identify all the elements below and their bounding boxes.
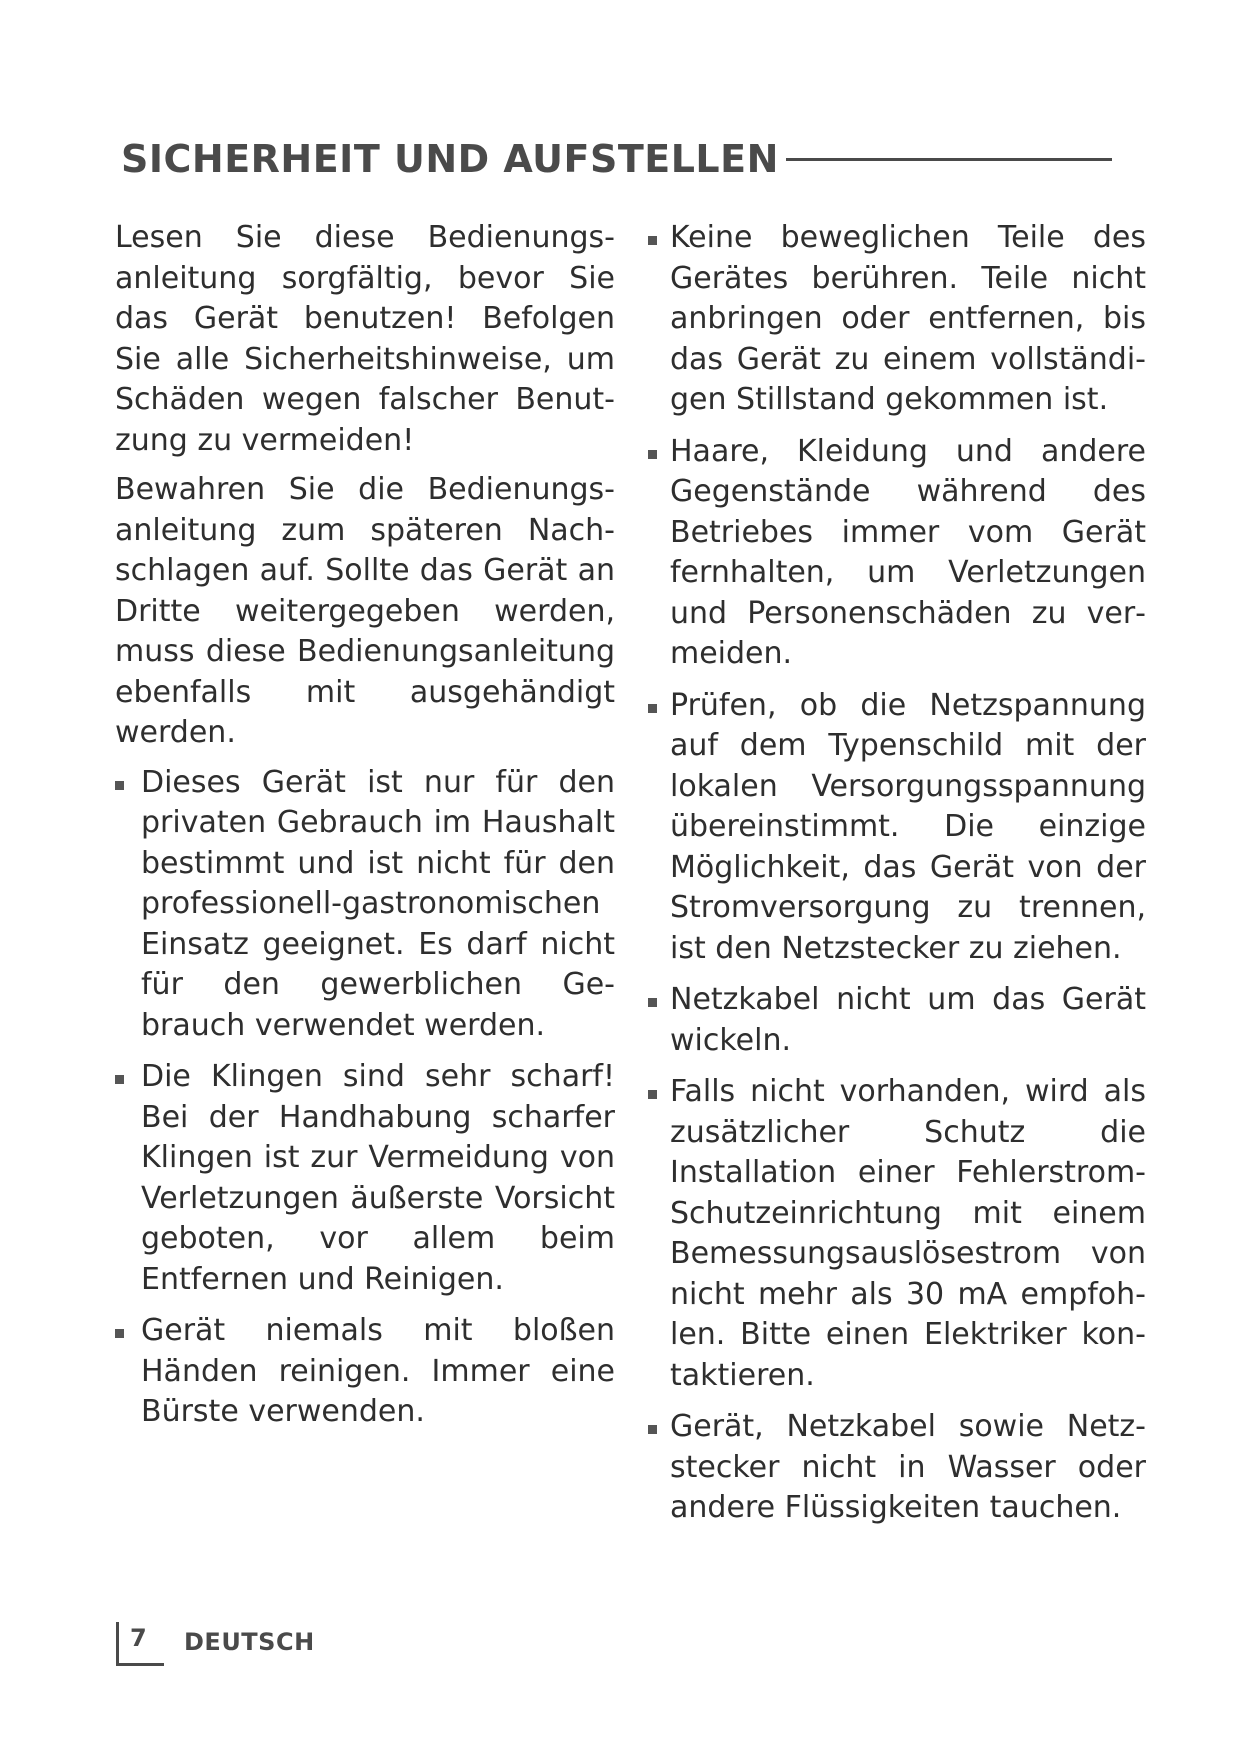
footer-language: DEUTSCH	[184, 1628, 315, 1656]
square-bullet-icon	[115, 781, 124, 790]
square-bullet-icon	[648, 1425, 657, 1434]
list-item-text: Gerät, Netzkabel sowie Netzstecker nicht in Wasser oder andere Flüssigkeiten tauchen.	[670, 1409, 1146, 1525]
list-item	[648, 432, 1146, 675]
list-item-text: Dieses Gerät ist nur für den privaten Gebrauch im Haushalt bestimmt und ist nicht für den professionell-gastronomischen Einsatz geeignet. Es darf nicht für den gewerblichen Gebrauch verwendet werden.	[141, 764, 615, 1043]
list-item	[115, 1311, 615, 1433]
list-item-text: Netzkabel nicht um das Gerät wickeln.	[670, 982, 1146, 1058]
page-number-box	[116, 1622, 164, 1666]
list-item	[648, 686, 1146, 970]
list-item-text: Prüfen, ob die Netzspannung auf dem Typenschild mit der lokalen Versorgungsspannung übereinstimmt. Die einzige Möglichkeit, das Gerät von der Stromversorgung zu trennen, ist den Netzstecker zu ziehen.	[670, 687, 1146, 966]
page-footer	[116, 1620, 315, 1666]
list-item	[648, 980, 1146, 1061]
page-title: SICHERHEIT UND AUFSTELLEN	[121, 137, 779, 182]
list-item	[648, 1407, 1146, 1529]
square-bullet-icon	[648, 450, 657, 459]
square-bullet-icon	[648, 236, 657, 245]
square-bullet-icon	[648, 1090, 657, 1099]
square-bullet-icon	[115, 1329, 124, 1338]
right-column	[648, 218, 1146, 1540]
square-bullet-icon	[648, 998, 657, 1007]
storage-paragraph: Bewahren Sie die Bedienungsanleitung zum späteren Nachschlagen auf. Sollte das Gerät an Dritte weitergegeben werden, muss diese Bedienungsanleitung ebenfalls mit ausgehändigt werden.	[115, 472, 615, 750]
list-item-text: Keine beweglichen Teile des Gerätes berühren. Teile nicht anbringen oder entfernen, bis das Gerät zu einem vollständigen Stillstand gekommen ist.	[670, 220, 1146, 417]
list-item-text: Gerät niemals mit bloßen Händen reinigen. Immer eine Bürste verwenden.	[141, 1313, 615, 1429]
left-column	[115, 218, 615, 1444]
list-item-text: Falls nicht vorhanden, wird als zusätzlicher Schutz die Installation einer Fehlerstrom-Schutzeinrichtung mit einem Bemessungsauslösestrom von nicht mehr als 30 mA empfohlen. Bitte einen Elektriker kontaktieren.	[670, 1074, 1146, 1393]
list-item	[648, 218, 1146, 421]
list-item-text: Die Klingen sind sehr scharf! Bei der Handhabung scharfer Klingen ist zur Vermeidung von Verletzungen äußerste Vorsicht geboten, vor allem beim Entfernen und Reinigen.	[141, 1059, 615, 1297]
list-item	[115, 763, 615, 1047]
list-item	[648, 1072, 1146, 1396]
list-item	[115, 1057, 615, 1300]
page-number: 7	[130, 1624, 147, 1652]
square-bullet-icon	[648, 704, 657, 713]
title-rule	[786, 158, 1112, 161]
safety-list-left	[115, 763, 615, 1433]
list-item-text: Haare, Kleidung und andere Gegenstände während des Betriebes immer vom Gerät fernhalten, um Verletzungen und Personenschäden zu vermeiden.	[670, 433, 1146, 671]
square-bullet-icon	[115, 1075, 124, 1084]
safety-list-right	[648, 218, 1146, 1529]
intro-paragraph: Lesen Sie diese Bedienungsanleitung sorgfältig, bevor Sie das Gerät benutzen! Befolgen Sie alle Sicherheitshinweise, um Schäden wegen falscher Benutzung zu vermeiden!	[115, 220, 615, 458]
